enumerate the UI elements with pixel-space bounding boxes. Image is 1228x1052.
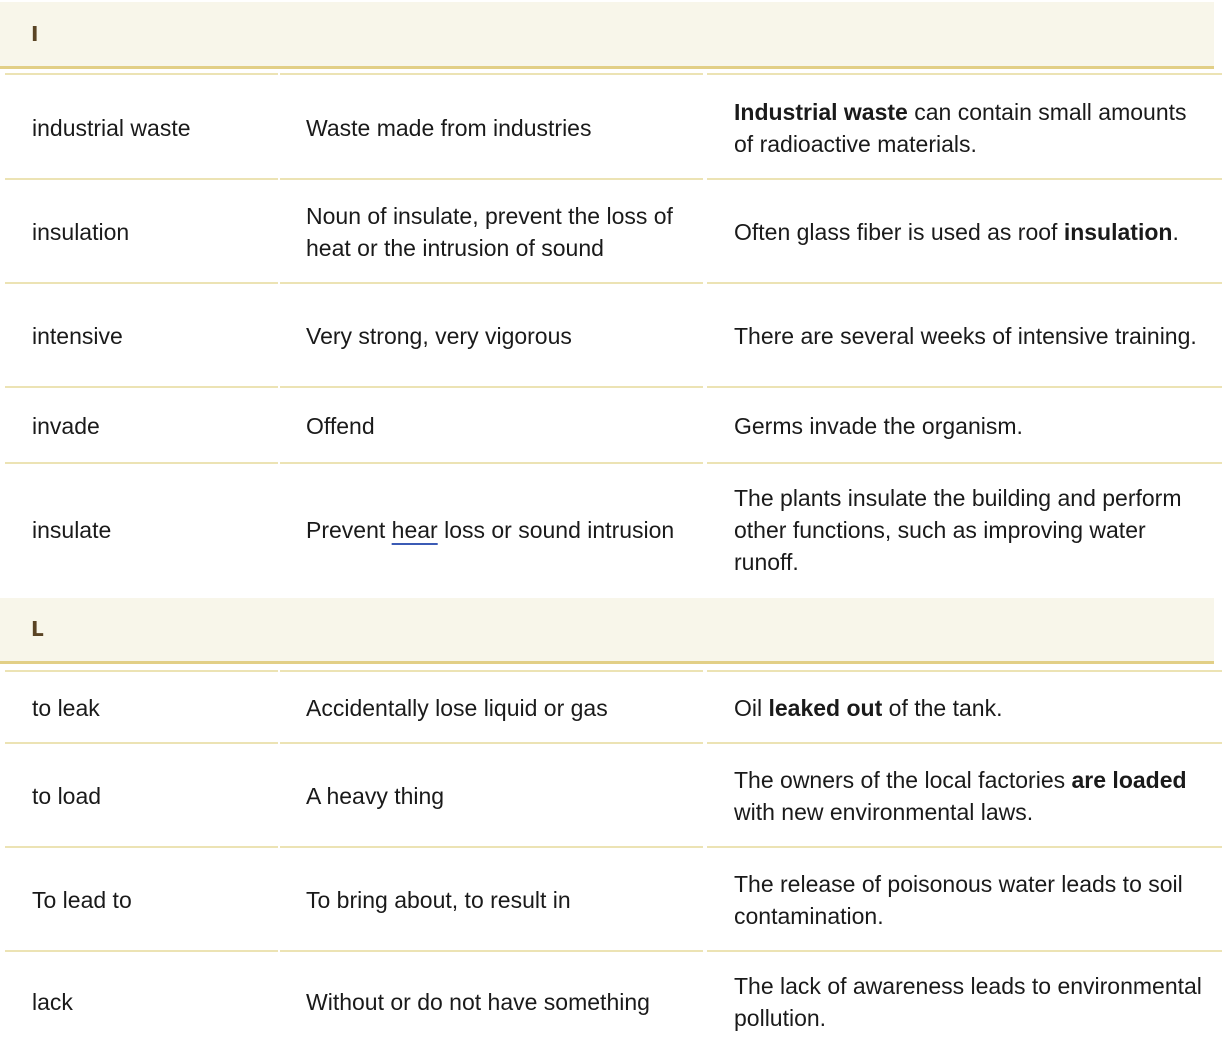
section-header-l (0, 598, 1214, 664)
definition-cell: Without or do not have something (280, 950, 703, 1052)
spelling-underline: hear (391, 517, 438, 543)
example-cell: There are several weeks of intensive training. (707, 282, 1222, 390)
example-cell: Oil leaked out of the tank. (707, 670, 1222, 746)
definition-cell: A heavy thing (280, 742, 703, 850)
term-cell: insulation (5, 178, 278, 286)
table-row (0, 386, 1222, 466)
table-row (0, 846, 1222, 954)
table-row (0, 462, 1222, 596)
definition-cell: To bring about, to result in (280, 846, 703, 954)
example-cell: The owners of the local factories are loaded with new environmental laws. (707, 742, 1222, 850)
term-cell: To lead to (5, 846, 278, 954)
example-cell: Germs invade the organism. (707, 386, 1222, 466)
example-cell: The lack of awareness leads to environmental pollution. (707, 950, 1222, 1052)
term-cell: lack (5, 950, 278, 1052)
table-row (0, 282, 1222, 390)
term-cell: insulate (5, 462, 278, 596)
definition-cell: Offend (280, 386, 703, 466)
example-cell: Industrial waste can contain small amounts of radioactive materials. (707, 73, 1222, 182)
definition-cell: Prevent hear loss or sound intrusion (280, 462, 703, 596)
term-cell: industrial waste (5, 73, 278, 182)
term-cell: to leak (5, 670, 278, 746)
example-cell: The plants insulate the building and perform other functions, such as improving water runoff. (707, 462, 1222, 596)
table-row (0, 670, 1222, 746)
definition-cell: Waste made from industries (280, 73, 703, 182)
table-row (0, 178, 1222, 286)
section-letter: L (31, 617, 44, 641)
section-letter: I (31, 22, 39, 46)
term-cell: invade (5, 386, 278, 466)
term-cell: intensive (5, 282, 278, 390)
table-row (0, 950, 1222, 1052)
definition-cell: Accidentally lose liquid or gas (280, 670, 703, 746)
definition-cell: Noun of insulate, prevent the loss of heat or the intrusion of sound (280, 178, 703, 286)
table-row (0, 742, 1222, 850)
example-cell: The release of poisonous water leads to soil contamination. (707, 846, 1222, 954)
section-header-i (0, 2, 1214, 69)
definition-cell: Very strong, very vigorous (280, 282, 703, 390)
term-cell: to load (5, 742, 278, 850)
table-row (0, 73, 1222, 182)
example-cell: Often glass fiber is used as roof insulation. (707, 178, 1222, 286)
